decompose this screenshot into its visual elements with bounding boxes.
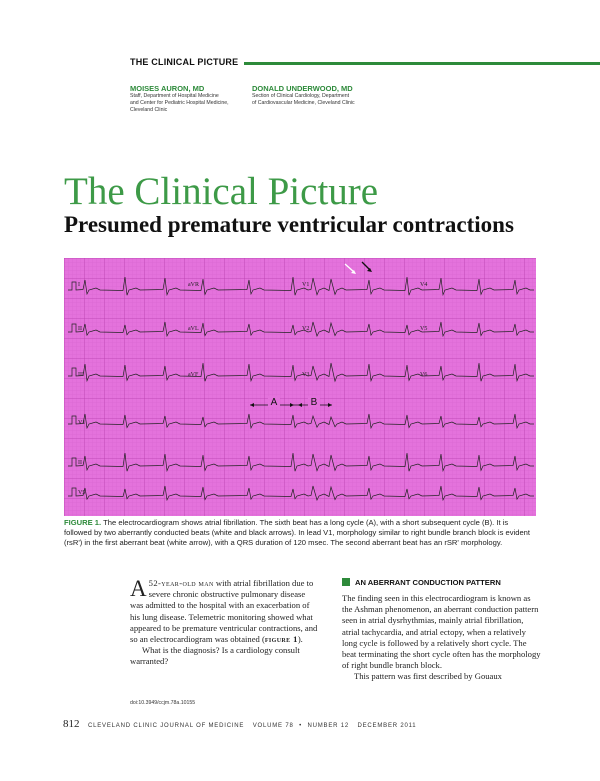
figure-caption [64, 518, 538, 548]
paragraph: What is the diagnosis? Is a cardiology consult warranted? [130, 645, 300, 667]
page-footer [63, 718, 416, 730]
author-name: MOISES AURON, MD [130, 84, 205, 93]
ecg-figure [64, 258, 536, 516]
ecg-chart [64, 258, 536, 516]
paragraph: This pattern was first described by Gouaux [354, 671, 502, 682]
author-2 [252, 84, 377, 107]
lead-label: V1 [78, 420, 86, 426]
volume: VOLUME 78 [252, 723, 294, 729]
author-affiliation: Section of Clinical Cardiology, Department of Cardiovascular Medicine, Cleveland Clinic [252, 93, 355, 106]
doi: doi:10.3949/ccjm.78a.10155 [130, 700, 196, 706]
figure-caption-text: The electrocardiogram shows atrial fibrillation. The sixth beat has a long cycle (A), with a short subsequent cycle (B). It is followed by two aberrantly conducted beats (white and black arrows). In lead V1, morphology similar to right bundle branch block is evident (rsR') in the first aberrant beat (white arrow), with a QRS duration of 120 msec. The second aberrant beat has an rSR' morphology. [64, 518, 530, 547]
paragraph: A 52-year-old man with atrial fibrillation due to severe chronic obstructive pulmonary disease was admitted to the hospital with an exacerbation of his lung disease. Telemetric monitoring showed what appeared to be premature ventricular contractions, and so an electrocardiogram was obtained (figure 1). [130, 576, 318, 645]
ecg-grid [64, 258, 536, 516]
author-affiliation: Staff, Department of Hospital Medicine and Center for Pediatric Hospital Medicine, Cleveland Clinic [130, 93, 229, 113]
lead-label: V5 [420, 326, 428, 332]
bullet-icon: • [299, 723, 302, 729]
figure-label: FIGURE 1. [64, 518, 102, 527]
lead-label: II [78, 460, 82, 466]
article-column-2 [342, 578, 542, 683]
section-body [342, 593, 542, 683]
page-subtitle: Presumed premature ventricular contractions [64, 212, 514, 237]
lead-label: aVF [188, 372, 199, 378]
lead-label: III [78, 372, 84, 378]
interval-marker-b: B [310, 397, 318, 408]
lead-label: V2 [302, 326, 310, 332]
lead-label: V4 [420, 282, 428, 288]
lead-label: aVR [188, 282, 199, 288]
figure-reference: figure 1 [264, 634, 298, 645]
page-title: The Clinical Picture [64, 170, 379, 213]
lead-label: V5 [78, 490, 86, 496]
article-column-1 [130, 578, 320, 668]
page-number: 812 [63, 718, 80, 730]
lead-label: aVL [188, 326, 199, 332]
author-1 [130, 84, 245, 114]
lead-label: V6 [420, 372, 428, 378]
lead-label: V1 [302, 282, 310, 288]
section-label: THE CLINICAL PICTURE [130, 57, 244, 67]
drop-cap: A [130, 576, 147, 601]
lead-label: V3 [302, 372, 310, 378]
square-bullet-icon [342, 578, 350, 586]
interval-marker-a: A [270, 397, 278, 408]
author-name: DONALD UNDERWOOD, MD [252, 84, 353, 93]
issue-number: NUMBER 12 [307, 723, 349, 729]
lead-label: II [78, 326, 82, 332]
lead-label: I [78, 282, 80, 288]
lead-in: 52-year-old man [148, 578, 214, 588]
journal-name: CLEVELAND CLINIC JOURNAL OF MEDICINE [87, 723, 245, 729]
section-heading: AN ABERRANT CONDUCTION PATTERN [342, 578, 542, 587]
issue-date: DECEMBER 2011 [357, 723, 417, 729]
paragraph: The finding seen in this electrocardiogram is known as the Ashman phenomenon, an aberrant conduction pattern seen in atrial dysrhythmias, mainly atrial fibrillation, atrial tachycardia, and atrial ectopy, when a relatively long cycle is followed by a relatively short cycle. The beat terminating the short cycle often has the morphology of right bundle branch block. [342, 593, 541, 671]
